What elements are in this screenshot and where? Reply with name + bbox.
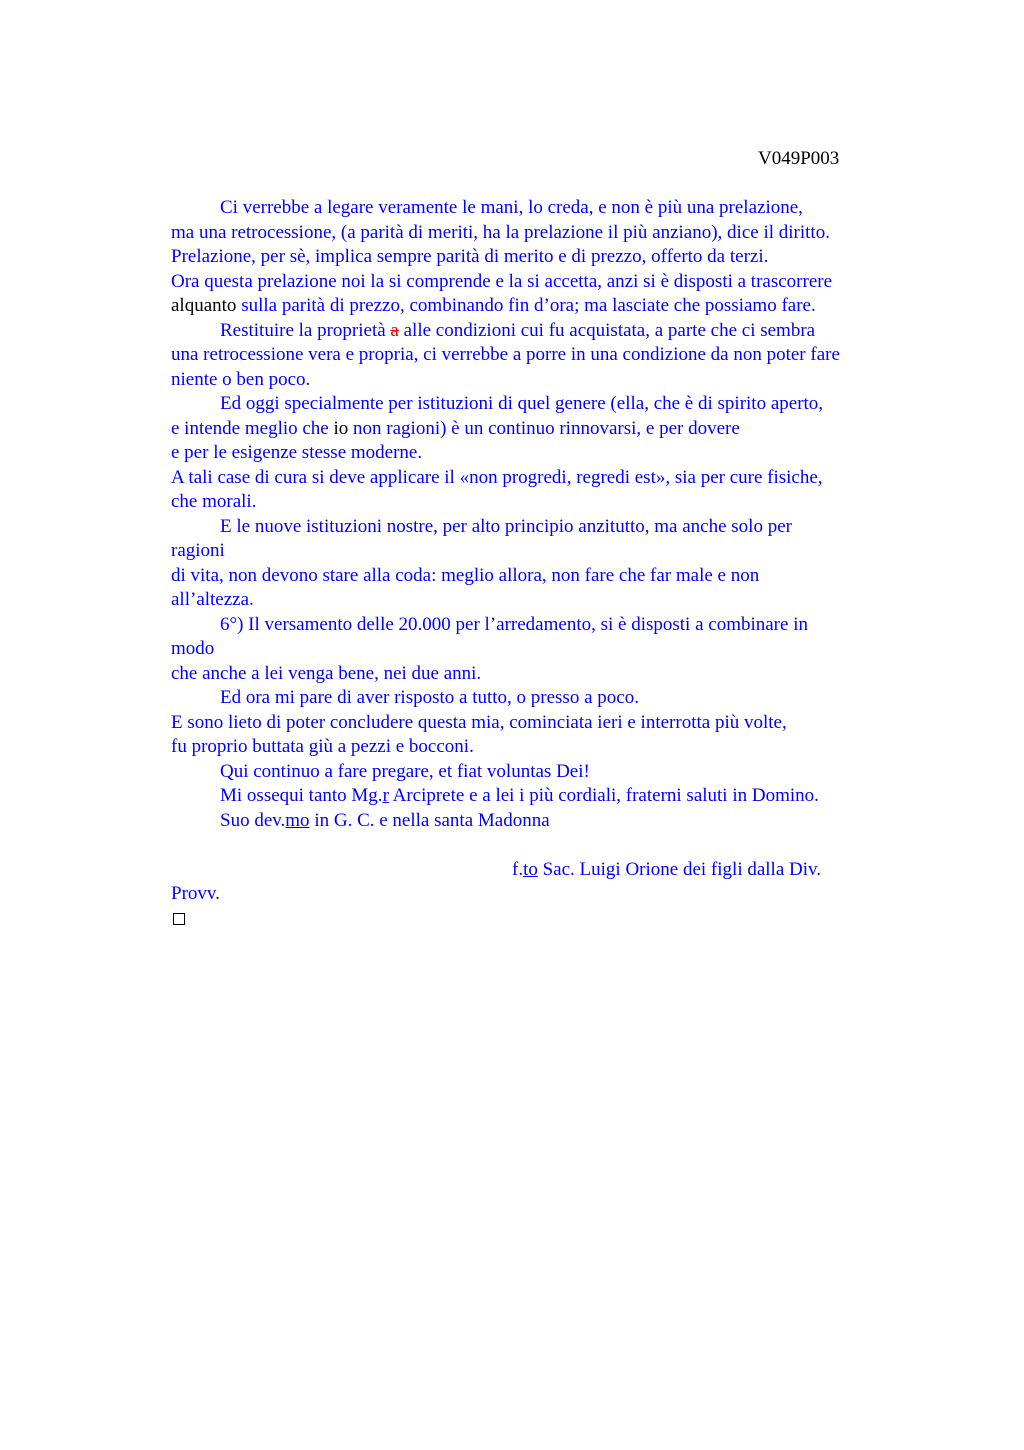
- text-line: all’altezza.: [171, 589, 254, 610]
- text-span-black: io: [333, 417, 349, 439]
- text-span: Restituire la proprietà: [220, 319, 391, 341]
- deleted-text: a: [390, 319, 399, 341]
- text-span-black: alquanto: [171, 295, 237, 316]
- superscript-abbrev: r: [382, 785, 389, 806]
- text-span: e intende meglio che: [171, 417, 334, 439]
- text-line: [171, 809, 911, 834]
- text-line: Ci verrebbe a legare veramente le mani, lo creda, e non è più una prelazione,: [220, 197, 803, 218]
- text-line: E le nuove istituzioni nostre, per alto principio anzitutto, ma anche solo per: [220, 515, 792, 537]
- superscript-abbrev: to: [523, 858, 538, 880]
- text-line: ma una retrocessione, (a parità di meriti, ha la prelazione il più anziano), dice il diritto.: [171, 221, 830, 243]
- text-line: Ora questa prelazione noi la si comprende e la si accetta, anzi si è disposti a trascorrere: [171, 270, 833, 292]
- letter-body: [171, 196, 911, 931]
- text-line: Ed ora mi pare di aver risposto a tutto, o presso a poco.: [220, 687, 639, 708]
- text-line: che anche a lei venga bene, nei due anni.: [171, 662, 482, 684]
- page-identifier: V049P003: [758, 148, 840, 169]
- text-span: f.: [512, 858, 524, 880]
- signature-line: [171, 858, 911, 883]
- text-line: Qui continuo a fare pregare, et fiat voluntas Dei!: [220, 760, 590, 782]
- text-span: sulla parità di prezzo, combinando fin d’ora; ma lasciate che possiamo fare.: [236, 295, 816, 316]
- text-line: [171, 319, 911, 344]
- text-line: che morali.: [171, 491, 257, 512]
- text-line: fu proprio buttata giù a pezzi e bocconi.: [171, 736, 474, 757]
- text-span: Sac. Luigi Orione dei figli dalla Div.: [537, 858, 822, 880]
- text-span: alle condizioni cui fu acquistata, a parte che ci sembra: [398, 319, 816, 341]
- text-span: Arciprete e a lei i più cordiali, fraterni saluti in Domino.: [388, 785, 819, 806]
- text-line: [171, 294, 911, 319]
- box-line: [171, 907, 911, 932]
- text-line: Ed oggi specialmente per istituzioni di quel genere (ella, che è di spirito aperto,: [220, 393, 824, 414]
- text-line: Provv.: [171, 883, 220, 904]
- superscript-abbrev: mo: [285, 809, 310, 831]
- text-line: 6°) Il versamento delle 20.000 per l’arredamento, si è disposti a combinare in: [220, 613, 808, 635]
- text-line: di vita, non devono stare alla coda: meglio allora, non fare che far male e non: [171, 564, 760, 586]
- text-span: in G. C. e nella santa Madonna: [309, 809, 550, 831]
- text-span: non ragioni) è un continuo rinnovarsi, e per dovere: [348, 417, 740, 439]
- text-line: Prelazione, per sè, implica sempre parità di merito e di prezzo, offerto da terzi.: [171, 246, 769, 267]
- text-span: Mi ossequi tanto Mg.: [220, 785, 383, 806]
- text-line: ragioni: [171, 540, 225, 561]
- text-line: [171, 417, 911, 442]
- blank-line: [171, 833, 911, 858]
- text-span: Suo dev.: [220, 809, 286, 831]
- text-line: modo: [171, 638, 215, 659]
- empty-box-icon: [173, 913, 185, 925]
- text-line: niente o ben poco.: [171, 368, 311, 390]
- text-line: e per le esigenze stesse moderne.: [171, 442, 423, 463]
- text-line: [171, 784, 911, 809]
- text-line: A tali case di cura si deve applicare il «non progredi, regredi est», sia per cure fisiche,: [171, 466, 823, 488]
- text-line: E sono lieto di poter concludere questa mia, cominciata ieri e interrotta più volte,: [171, 711, 787, 733]
- text-line: una retrocessione vera e propria, ci verrebbe a porre in una condizione da non poter fare: [171, 344, 840, 365]
